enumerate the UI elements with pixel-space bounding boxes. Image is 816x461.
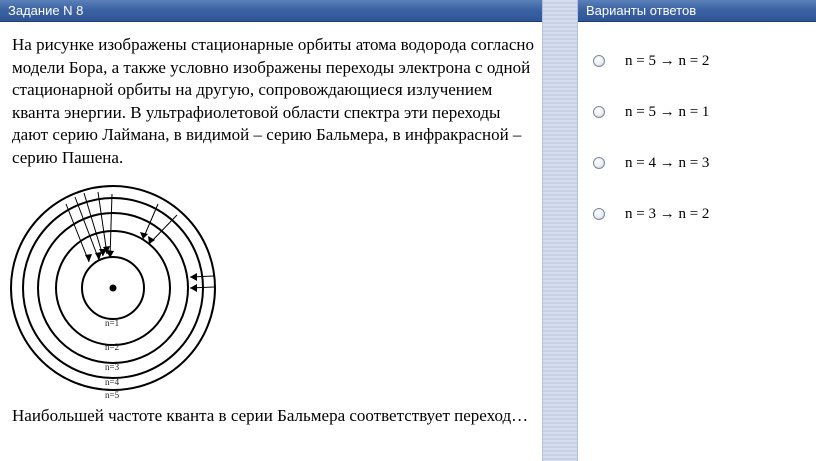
radio-button[interactable]: [593, 106, 605, 118]
panel-separator: [542, 0, 578, 461]
answer-option-label: n = 5 → n = 1: [625, 103, 710, 120]
orbit-label-n4: n=4: [105, 377, 120, 387]
radio-button[interactable]: [593, 208, 605, 220]
question-text: На рисунке изображены стационарные орбиты атома водорода согласно модели Бора, а также условно изображены переходы электрона с одной стационарной орбиты на другую, сопровождающиеся излучением кванта энергии. В ультрафиолетовой области спектра эти переходы дают серию Лаймана, в видимой – серию Бальмера, в инфракрасной – серию Пашена.: [12, 35, 534, 167]
orbit-label-n5: n=5: [105, 390, 120, 400]
answers-header: [578, 0, 816, 22]
orbit-label-n3: n=3: [105, 362, 120, 372]
answer-option-label: n = 3 → n = 2: [625, 205, 710, 222]
nucleus: [110, 285, 117, 292]
answer-option-2[interactable]: [590, 101, 709, 123]
radio-button[interactable]: [593, 157, 605, 169]
question-prompt: Наибольшей частоте кванта в серии Бальмера соответствует переход…: [12, 406, 529, 425]
orbit-label-n1: n=1: [105, 318, 120, 328]
answer-option-label: n = 4 → n = 3: [625, 154, 710, 171]
radio-button[interactable]: [593, 55, 605, 67]
orbit-label-n2: n=2: [105, 342, 120, 352]
answer-option-label: n = 5 → n = 2: [625, 52, 710, 69]
answers-title: Варианты ответов: [586, 3, 697, 18]
question-header: [0, 0, 542, 22]
bohr-orbits-figure: [6, 184, 224, 402]
answer-option-1[interactable]: [590, 50, 709, 72]
question-title: Задание N 8: [8, 3, 84, 18]
arrowheads: [85, 232, 197, 292]
answer-option-3[interactable]: [590, 152, 709, 174]
answer-option-4[interactable]: [590, 203, 709, 225]
